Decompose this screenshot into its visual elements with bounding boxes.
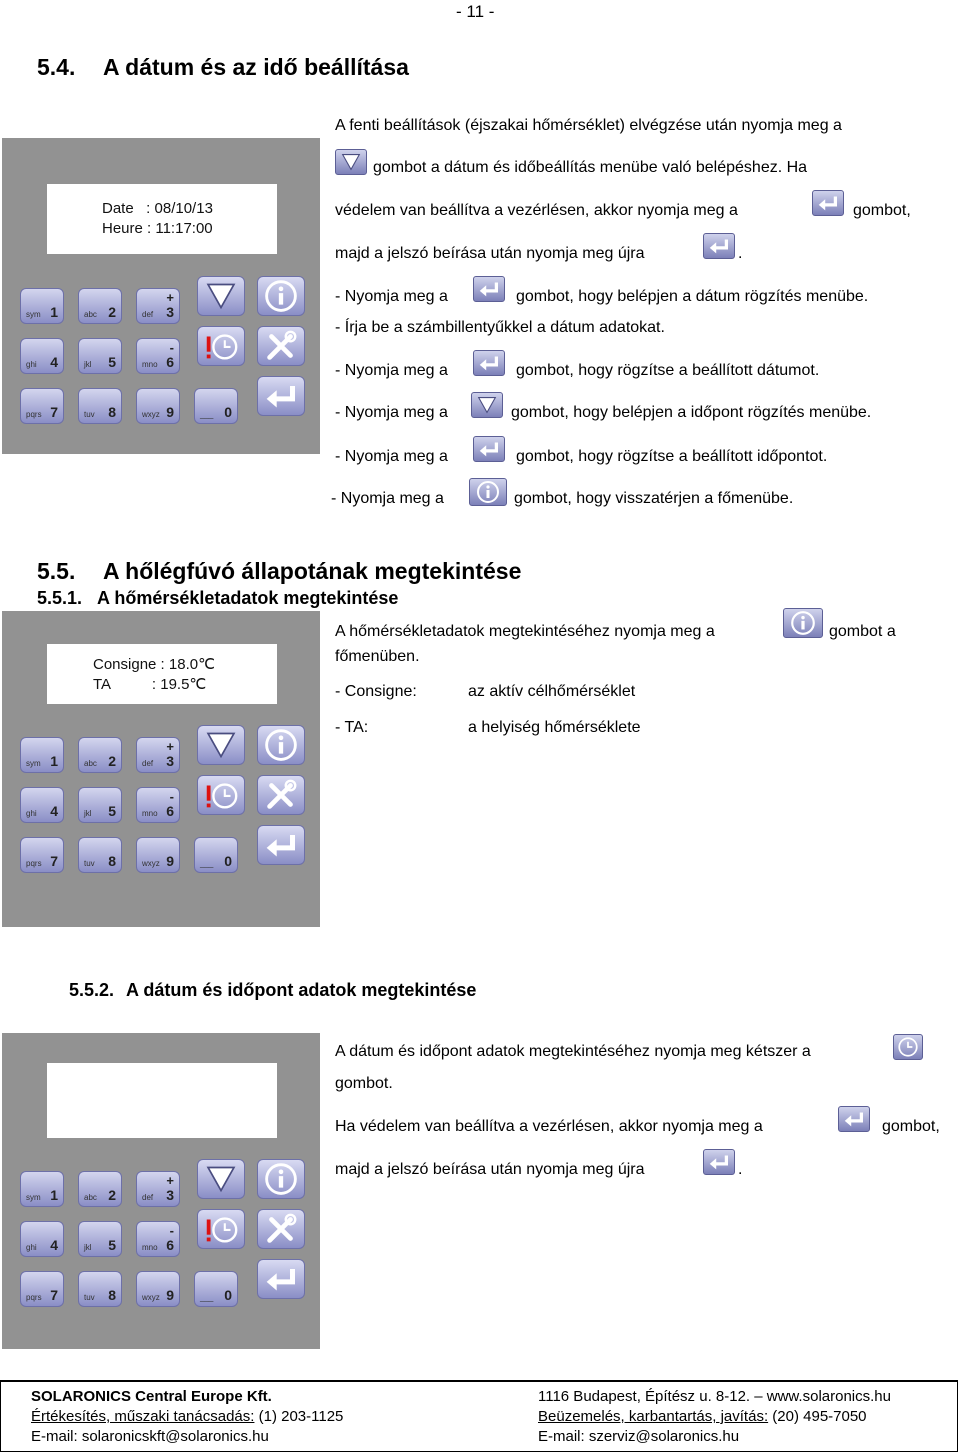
paragraph-line: A dátum és időpont adatok megtekintéséhez nyomja meg kétszer a — [335, 1043, 811, 1060]
keypad-key-9[interactable] — [136, 837, 180, 873]
key-number: 7 — [50, 853, 58, 869]
key-number: 3 — [166, 1187, 174, 1203]
keypad-key-0[interactable] — [194, 837, 238, 873]
key-letters: mno — [142, 809, 158, 818]
key-number: 6 — [166, 1237, 174, 1253]
key-letters: sym — [26, 1193, 41, 1202]
tools-button[interactable] — [257, 775, 305, 815]
lcd-line: Date : 08/10/13 — [102, 200, 213, 217]
enter-icon — [812, 190, 844, 216]
subsection-number: 5.5.1. — [37, 588, 83, 608]
controller-panel — [2, 611, 320, 927]
definition-value: az aktív célhőmérséklet — [468, 683, 636, 700]
key-letters: jkl — [84, 360, 92, 369]
key-letters: pqrs — [26, 410, 42, 419]
enter-icon — [473, 350, 505, 376]
key-letters: def — [142, 310, 154, 319]
key-number: 2 — [108, 1187, 116, 1203]
key-number: 1 — [50, 304, 58, 320]
keypad-key-0[interactable] — [194, 1271, 238, 1307]
key-letters: tuv — [84, 1293, 95, 1302]
company-name: SOLARONICS Central Europe Kft. — [31, 1388, 272, 1405]
clock-icon — [893, 1034, 923, 1060]
key-number: 2 — [108, 304, 116, 320]
sales-label: Értékesítés, műszaki tanácsadás: — [31, 1408, 255, 1425]
key-modifier: - — [169, 789, 174, 804]
key-number: 3 — [166, 304, 174, 320]
key-letters: ___ — [200, 859, 214, 868]
keypad-key-9[interactable] — [136, 388, 180, 424]
down-arrow-icon — [471, 392, 503, 418]
key-letters: abc — [84, 310, 97, 319]
keypad-key-2[interactable] — [78, 737, 122, 773]
page-number: - 11 - — [456, 2, 495, 21]
key-modifier: + — [166, 739, 174, 754]
key-letters: ghi — [26, 360, 37, 369]
key-number: 3 — [166, 753, 174, 769]
info-icon — [469, 478, 507, 506]
keypad-key-4[interactable] — [20, 1221, 64, 1257]
key-letters: ghi — [26, 1243, 37, 1252]
key-letters: jkl — [84, 809, 92, 818]
lcd-line: TA : 19.5℃ — [93, 676, 207, 693]
key-letters: wxyz — [142, 1293, 160, 1302]
key-number: 1 — [50, 1187, 58, 1203]
paragraph-line: főmenüben. — [335, 648, 420, 665]
alarm-clock-button[interactable] — [197, 775, 245, 815]
key-letters: abc — [84, 1193, 97, 1202]
enter-button[interactable] — [257, 1259, 305, 1299]
keypad — [2, 138, 320, 454]
enter-icon — [258, 1260, 304, 1298]
lcd-line: Heure : 11:17:00 — [102, 220, 213, 237]
key-letters: mno — [142, 1243, 158, 1252]
keypad-key-9[interactable] — [136, 1271, 180, 1307]
keypad-key-2[interactable] — [78, 1171, 122, 1207]
keypad-key-1[interactable] — [20, 1171, 64, 1207]
info-icon — [783, 608, 823, 638]
email-right: E-mail: szerviz@solaronics.hu — [538, 1428, 740, 1445]
paragraph-line: A fenti beállítások (éjszakai hőmérséklet) elvégzése után nyomja meg a — [335, 117, 842, 134]
key-letters: tuv — [84, 859, 95, 868]
bullet-line: gombot, hogy rögzítse a beállított időpontot. — [516, 448, 828, 465]
keypad-key-8[interactable] — [78, 837, 122, 873]
key-number: 9 — [166, 404, 174, 420]
keypad-key-7[interactable] — [20, 1271, 64, 1307]
key-number: 4 — [50, 1237, 58, 1253]
keypad-key-4[interactable] — [20, 338, 64, 374]
keypad-key-1[interactable] — [20, 288, 64, 324]
key-letters: def — [142, 759, 154, 768]
bullet-line: - Nyomja meg a — [331, 490, 444, 507]
bullet-line: gombot, hogy belépjen a időpont rögzítés menübe. — [511, 404, 872, 421]
keypad — [2, 1021, 320, 1337]
key-letters: tuv — [84, 410, 95, 419]
alarm-clock-icon — [198, 776, 244, 814]
section-number: 5.5. — [37, 558, 76, 584]
key-number: 7 — [50, 404, 58, 420]
tools-button[interactable] — [257, 326, 305, 366]
keypad-key-2[interactable] — [78, 288, 122, 324]
down-arrow-icon — [198, 277, 244, 315]
key-number: 4 — [50, 803, 58, 819]
key-number: 9 — [166, 853, 174, 869]
definition-value: a helyiség hőmérséklete — [468, 719, 641, 736]
tools-icon — [258, 327, 304, 365]
key-modifier: - — [169, 340, 174, 355]
paragraph-line: majd a jelszó beírása után nyomja meg újra — [335, 1161, 645, 1178]
definition-label: - TA: — [335, 719, 369, 736]
enter-icon — [258, 826, 304, 864]
key-number: 8 — [108, 404, 116, 420]
key-letters: def — [142, 1193, 154, 1202]
key-modifier: + — [166, 1173, 174, 1188]
key-letters: abc — [84, 759, 97, 768]
info-button[interactable] — [257, 276, 305, 316]
paragraph-line: gombot a — [829, 623, 896, 640]
bullet-line: gombot, hogy belépjen a dátum rögzítés menübe. — [516, 288, 869, 305]
controller-panel — [2, 138, 320, 454]
paragraph-line: védelem van beállítva a vezérlésen, akkor nyomja meg a — [335, 202, 738, 219]
service-label: Beüzemelés, karbantartás, javítás: — [538, 1408, 769, 1425]
keypad-key-3[interactable] — [136, 737, 180, 773]
key-number: 9 — [166, 1287, 174, 1303]
enter-icon — [473, 436, 505, 462]
keypad-key-0[interactable] — [194, 388, 238, 424]
down-arrow-icon — [198, 726, 244, 764]
key-number: 0 — [224, 853, 232, 869]
paragraph-line: Ha védelem van beállítva a vezérlésen, akkor nyomja meg a — [335, 1118, 763, 1135]
key-modifier: + — [166, 290, 174, 305]
bullet-line: - Nyomja meg a — [335, 362, 448, 379]
key-number: 0 — [224, 1287, 232, 1303]
keypad-key-6[interactable] — [136, 338, 180, 374]
keypad-key-8[interactable] — [78, 388, 122, 424]
bullet-line: gombot, hogy visszatérjen a főmenübe. — [514, 490, 794, 507]
tools-button[interactable] — [257, 1209, 305, 1249]
key-number: 6 — [166, 354, 174, 370]
enter-icon — [838, 1106, 870, 1132]
definition-label: - Consigne: — [335, 683, 417, 700]
down-arrow-button[interactable] — [197, 725, 245, 765]
down-arrow-icon — [198, 1160, 244, 1198]
subsection-title: A hőmérsékletadatok megtekintése — [97, 588, 399, 608]
subsection-number: 5.5.2. — [69, 980, 115, 1000]
keypad-key-3[interactable] — [136, 1171, 180, 1207]
controller-panel — [2, 1033, 320, 1349]
bullet-line: gombot, hogy rögzítse a beállított dátumot. — [516, 362, 820, 379]
info-button[interactable] — [257, 1159, 305, 1199]
key-letters: ___ — [200, 410, 214, 419]
key-letters: jkl — [84, 1243, 92, 1252]
info-icon — [258, 1160, 304, 1198]
key-number: 5 — [108, 803, 116, 819]
key-letters: ghi — [26, 809, 37, 818]
subsection-title: A dátum és időpont adatok megtekintése — [126, 980, 477, 1000]
keypad-key-6[interactable] — [136, 1221, 180, 1257]
sales-contact — [31, 1408, 343, 1425]
paragraph-line: . — [738, 1161, 743, 1178]
keypad-key-4[interactable] — [20, 787, 64, 823]
section-title: A hőlégfúvó állapotának megtekintése — [103, 558, 522, 584]
keypad-key-7[interactable] — [20, 388, 64, 424]
key-number: 7 — [50, 1287, 58, 1303]
section-number: 5.4. — [37, 54, 76, 80]
key-letters: sym — [26, 759, 41, 768]
keypad-key-8[interactable] — [78, 1271, 122, 1307]
down-arrow-icon — [335, 149, 367, 175]
key-letters: wxyz — [142, 410, 160, 419]
keypad — [2, 587, 320, 903]
alarm-clock-icon — [198, 1210, 244, 1248]
keypad-key-5[interactable] — [78, 787, 122, 823]
keypad-key-3[interactable] — [136, 288, 180, 324]
down-arrow-button[interactable] — [197, 1159, 245, 1199]
keypad-key-7[interactable] — [20, 837, 64, 873]
key-number: 1 — [50, 753, 58, 769]
key-letters: pqrs — [26, 1293, 42, 1302]
paragraph-line: gombot, — [853, 202, 911, 219]
bullet-line: - Nyomja meg a — [335, 288, 448, 305]
sales-phone: (1) 203-1125 — [254, 1408, 344, 1425]
paragraph-line: majd a jelszó beírása után nyomja meg újra — [335, 245, 645, 262]
page-footer — [0, 1380, 958, 1452]
bullet-line: - Nyomja meg a — [335, 404, 448, 421]
lcd-line: Consigne : 18.0℃ — [93, 656, 215, 673]
enter-button[interactable] — [257, 825, 305, 865]
alarm-clock-button[interactable] — [197, 326, 245, 366]
info-icon — [258, 726, 304, 764]
down-arrow-button[interactable] — [197, 276, 245, 316]
keypad-key-1[interactable] — [20, 737, 64, 773]
tools-icon — [258, 1210, 304, 1248]
alarm-clock-button[interactable] — [197, 1209, 245, 1249]
key-number: 8 — [108, 853, 116, 869]
paragraph-line: gombot a dátum és időbeállítás menübe való belépéshez. Ha — [373, 159, 808, 176]
service-contact — [538, 1408, 867, 1425]
enter-icon — [703, 1149, 735, 1175]
service-phone: (20) 495-7050 — [768, 1408, 867, 1425]
keypad-key-5[interactable] — [78, 338, 122, 374]
bullet-line: - Nyomja meg a — [335, 448, 448, 465]
key-number: 4 — [50, 354, 58, 370]
paragraph-line: A hőmérsékletadatok megtekintéséhez nyomja meg a — [335, 623, 715, 640]
key-number: 5 — [108, 354, 116, 370]
key-number: 0 — [224, 404, 232, 420]
key-number: 6 — [166, 803, 174, 819]
email-left: E-mail: solaronicskft@solaronics.hu — [31, 1428, 269, 1445]
key-number: 5 — [108, 1237, 116, 1253]
enter-icon — [258, 377, 304, 415]
section-title: A dátum és az idő beállítása — [103, 54, 409, 80]
key-number: 2 — [108, 753, 116, 769]
key-modifier: - — [169, 1223, 174, 1238]
enter-icon — [473, 276, 505, 302]
paragraph-line: . — [738, 245, 743, 262]
enter-button[interactable] — [257, 376, 305, 416]
keypad-key-6[interactable] — [136, 787, 180, 823]
paragraph-line: gombot, — [882, 1118, 940, 1135]
info-icon — [258, 277, 304, 315]
enter-icon — [703, 233, 735, 259]
info-button[interactable] — [257, 725, 305, 765]
bullet-line: - Írja be a számbillentyűkkel a dátum adatokat. — [335, 319, 665, 336]
address: 1116 Budapest, Építész u. 8-12. – www.solaronics.hu — [538, 1388, 891, 1405]
tools-icon — [258, 776, 304, 814]
key-letters: pqrs — [26, 859, 42, 868]
keypad-key-5[interactable] — [78, 1221, 122, 1257]
key-letters: sym — [26, 310, 41, 319]
key-letters: ___ — [200, 1293, 214, 1302]
key-letters: wxyz — [142, 859, 160, 868]
key-number: 8 — [108, 1287, 116, 1303]
alarm-clock-icon — [198, 327, 244, 365]
paragraph-line: gombot. — [335, 1075, 393, 1092]
key-letters: mno — [142, 360, 158, 369]
